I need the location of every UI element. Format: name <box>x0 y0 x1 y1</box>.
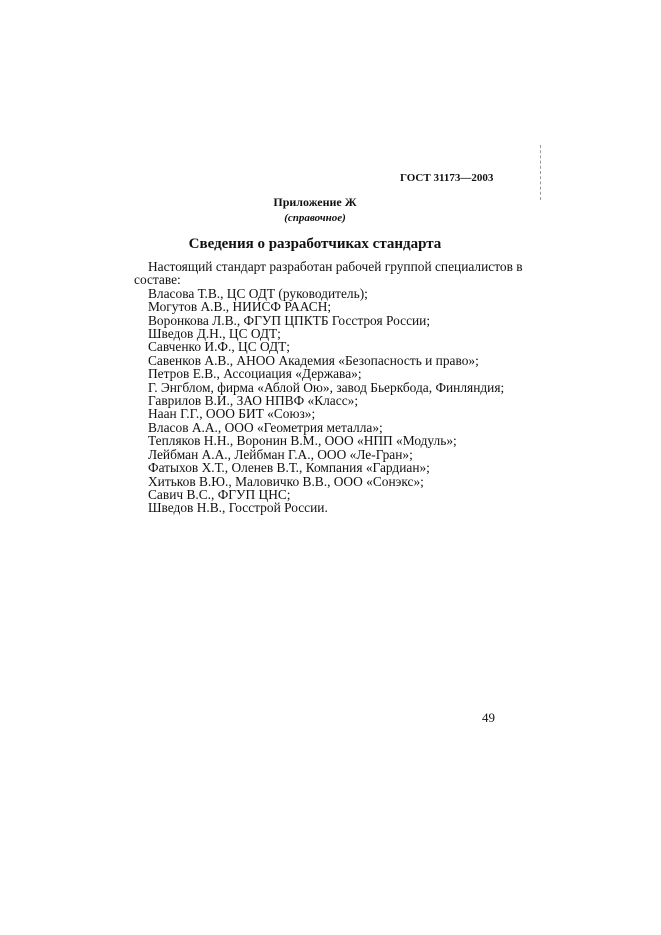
page-number: 49 <box>482 710 495 725</box>
developer-item: Петров Е.В., Ассоциация «Держава»; <box>148 366 362 382</box>
developer-item: Фатыхов Х.Т., Оленев В.Т., Компания «Гардиан»; <box>148 460 430 476</box>
developer-item: Савченко И.Ф., ЦС ОДТ; <box>148 339 291 355</box>
developer-item: Тепляков Н.Н., Воронин В.М., ООО «НПП «Модуль»; <box>148 433 457 449</box>
developers-list <box>134 287 534 515</box>
section-title: Сведения о разработчиках стандарта <box>188 236 442 252</box>
appendix-label: Приложение Ж <box>273 195 357 209</box>
page-edge-mark <box>540 145 541 200</box>
appendix-type: (справочное) <box>284 212 346 224</box>
developer-item: Наан Г.Г., ООО БИТ «Союз»; <box>148 406 316 422</box>
developer-item: Савенков А.В., АНОО Академия «Безопасность и право»; <box>148 352 479 368</box>
developers-section <box>134 260 534 515</box>
developer-item: Могутов А.В., НИИСФ РААСН; <box>148 299 332 315</box>
developer-item: Воронкова Л.В., ФГУП ЦПКТБ Госстроя России; <box>148 312 431 328</box>
developer-item: Гаврилов В.И., ЗАО НПВФ «Класс»; <box>148 393 359 409</box>
developer-item: Власова Т.В., ЦС ОДТ (руководитель); <box>148 285 368 301</box>
developer-item: Шведов Д.Н., ЦС ОДТ; <box>148 326 281 342</box>
developer-item: Шведов Н.В., Госстрой России. <box>148 500 328 516</box>
developer-item: Хитьков В.Ю., Маловичко В.В., ООО «Сонэкс»; <box>148 473 424 489</box>
document-code: ГОСТ 31173—2003 <box>400 172 494 184</box>
developer-item: Лейбман А.А., Лейбман Г.А., ООО «Ле-Гран»; <box>148 446 413 462</box>
developer-item: Власов А.А., ООО «Геометрия металла»; <box>148 419 383 435</box>
developer-item: Савич В.С., ФГУП ЦНС; <box>148 486 291 502</box>
developer-item: Г. Энгблом, фирма «Аблой Ою», завод Бьеркбода, Финляндия; <box>148 379 505 395</box>
intro-paragraph: Настоящий стандарт разработан рабочей группой специалистов в составе: <box>134 259 523 288</box>
